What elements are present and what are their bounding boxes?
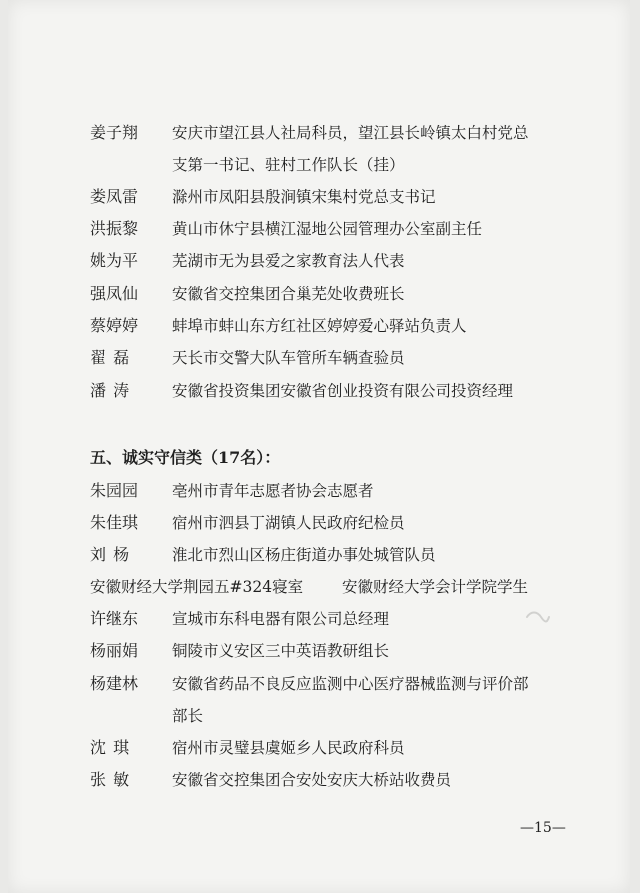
honoree-desc-continued: 部长 bbox=[172, 707, 204, 725]
honoree-desc: 宿州市灵璧县虞姬乡人民政府科员 bbox=[172, 739, 405, 757]
honoree-desc: 安徽省投资集团安徽省创业投资有限公司投资经理 bbox=[172, 382, 514, 400]
section-heading: 五、诚实守信类（17名）： bbox=[90, 448, 281, 467]
honoree-desc: 淮北市烈山区杨庄街道办事处城管队员 bbox=[172, 546, 436, 564]
honoree-name: 朱佳琪 bbox=[90, 513, 139, 532]
honoree-desc: 安庆市望江县人社局科员，望江县长岭镇太白村党总 bbox=[172, 124, 529, 142]
scan-mark-icon bbox=[524, 609, 552, 625]
honoree-desc: 安徽省交控集团合安处安庆大桥站收费员 bbox=[172, 771, 452, 789]
entry-zhu-jiaqi bbox=[8, 511, 630, 543]
honoree-desc: 蚌埠市蚌山东方红社区婷婷爱心驿站负责人 bbox=[172, 317, 467, 335]
honoree-desc: 天长市交警大队车管所车辆查验员 bbox=[172, 349, 405, 367]
entry-yang-lijuan bbox=[8, 639, 630, 671]
honoree-desc: 安徽省药品不良反应监测中心医疗器械监测与评价部 bbox=[172, 675, 529, 693]
honoree-desc: 安徽省交控集团合巢芜处收费班长 bbox=[172, 285, 405, 303]
honoree-name: 潘 涛 bbox=[90, 381, 131, 400]
entry-cai-tingting bbox=[8, 314, 630, 346]
honoree-desc: 芜湖市无为县爱之家教育法人代表 bbox=[172, 252, 405, 270]
honoree-name: 朱园园 bbox=[90, 481, 139, 500]
entry-zhang-min bbox=[8, 768, 630, 800]
entry-liu-yang bbox=[8, 543, 630, 575]
honoree-desc: 铜陵市义安区三中英语教研组长 bbox=[172, 642, 390, 660]
honoree-name: 杨丽娟 bbox=[90, 641, 139, 660]
entry-lou-fenglei bbox=[8, 185, 630, 217]
honoree-desc-continued: 支第一书记、驻村工作队长（挂） bbox=[172, 156, 405, 174]
entry-anhui-dorm bbox=[90, 575, 570, 599]
honoree-desc: 宣城市东科电器有限公司总经理 bbox=[172, 610, 390, 628]
honoree-name: 姜子翔 bbox=[90, 123, 139, 142]
entry-yao-weiping bbox=[8, 249, 630, 281]
honoree-name: 强凤仙 bbox=[90, 284, 139, 303]
honoree-name: 刘 杨 bbox=[90, 545, 131, 564]
entry-yang-jianlin bbox=[8, 672, 630, 725]
entry-shen-qi bbox=[8, 736, 630, 768]
entry-pan-tao bbox=[8, 379, 630, 411]
entry-zhu-yuanyuan bbox=[8, 479, 630, 511]
honoree-name: 杨建林 bbox=[90, 674, 139, 693]
document-page bbox=[8, 0, 630, 893]
entry-jiang-zixiang bbox=[8, 121, 630, 174]
entry-zhai-lei bbox=[8, 346, 630, 378]
honoree-name: 沈 琪 bbox=[90, 738, 131, 757]
honoree-name: 安徽财经大学荆园五#324寝室 bbox=[90, 578, 304, 596]
honoree-name: 许继东 bbox=[90, 609, 139, 628]
honoree-desc: 安徽财经大学会计学院学生 bbox=[342, 578, 529, 596]
honoree-name: 张 敏 bbox=[90, 770, 131, 789]
entry-hong-zhenli bbox=[8, 217, 630, 249]
honoree-desc: 黄山市休宁县横江湿地公园管理办公室副主任 bbox=[172, 220, 483, 238]
honoree-name: 娄凤雷 bbox=[90, 187, 139, 206]
honoree-name: 姚为平 bbox=[90, 251, 139, 270]
honoree-desc: 宿州市泗县丁湖镇人民政府纪检员 bbox=[172, 514, 405, 532]
honoree-name: 翟 磊 bbox=[90, 348, 131, 367]
entry-qiang-fengxian bbox=[8, 282, 630, 314]
honoree-name: 蔡婷婷 bbox=[90, 316, 139, 335]
page-number: —15— bbox=[520, 820, 566, 836]
honoree-desc: 滁州市凤阳县殷涧镇宋集村党总支书记 bbox=[172, 188, 436, 206]
honoree-desc: 亳州市青年志愿者协会志愿者 bbox=[172, 482, 374, 500]
honoree-name: 洪振黎 bbox=[90, 219, 139, 238]
